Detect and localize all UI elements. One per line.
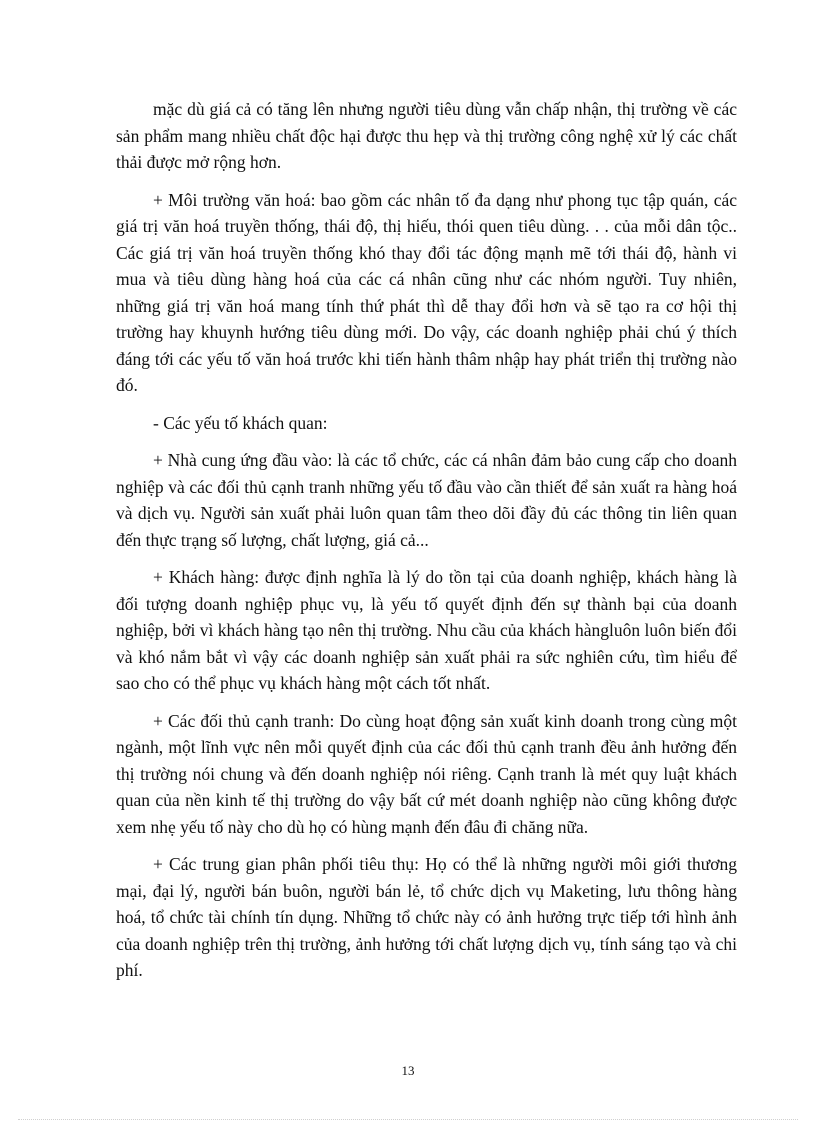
page-bottom-divider <box>18 1119 798 1120</box>
paragraph-cultural-environment: + Môi trường văn hoá: bao gồm các nhân tố đa dạng như phong tục tập quán, các giá trị văn hoá truyền thống, thái độ, thị hiếu, thói quen tiêu dùng. . . của mỗi dân tộc.. Các giá trị văn hoá truyền thống khó thay đổi tác động mạnh mẽ tới thái độ, hành vi mua và tiêu dùng hàng hoá của các cá nhân cũng như các nhóm người. Tuy nhiên, những giá trị văn hoá mang tính thứ phát thì dễ thay đổi hơn và sẽ tạo ra cơ hội thị trường hay khuynh hướng tiêu dùng mới. Do vậy, các doanh nghiệp phải chú ý thích đáng tới các yếu tố văn hoá trước khi tiến hành thâm nhập hay phát triển thị trường nào đó. <box>116 189 737 395</box>
paragraph-distribution-intermediaries: + Các trung gian phân phối tiêu thụ: Họ có thể là những người môi giới thương mại, đại lý, người bán buôn, người bán lẻ, tổ chức dịch vụ Maketing, lưu thông hàng hoá, tổ chức tài chính tín dụng. Những tổ chức này có ảnh hưởng trực tiếp tới hình ảnh của doanh nghiệp trên thị trường, ảnh hưởng tới chất lượng dịch vụ, tính sáng tạo và chi phí. <box>116 854 737 980</box>
paragraph-competitors: + Các đối thủ cạnh tranh: Do cùng hoạt động sản xuất kinh doanh trong cùng một ngành, một lĩnh vực nên mỗi quyết định của các đối thủ cạnh tranh đều ảnh hưởng đến thị trường nói chung và đến doanh nghiệp nói riêng. Cạnh tranh là mét quy luật khách quan của nền kinh tế thị trường do vậy bất cứ mét doanh nghiệp nào cũng không được xem nhẹ yếu tố này cho dù họ có hùng mạnh đến đâu đi chăng nữa. <box>116 710 737 837</box>
paragraph-customers: + Khách hàng: được định nghĩa là lý do tồn tại của doanh nghiệp, khách hàng là đối tượng doanh nghiệp phục vụ, là yếu tố quyết định đến sự thành bại của doanh nghiệp, bởi vì khách hàng tạo nên thị trường. Nhu cầu của khách hàngluôn luôn biến đổi và khó nắm bắt vì vậy các doanh nghiệp sản xuất phải ra sức nghiên cứu, tìm hiểu để sao cho có thể phục vụ khách hàng một cách tốt nhất. <box>116 567 737 693</box>
page-number: 13 <box>401 1063 415 1078</box>
paragraph-continuation: mặc dù giá cả có tăng lên nhưng người tiêu dùng vẫn chấp nhận, thị trường về các sản phẩm mang nhiều chất độc hại được thu hẹp và thị trường công nghệ xử lý các chất thải được mở rộng hơn. <box>116 99 737 172</box>
paragraph-objective-factors-heading: - Các yếu tố khách quan: <box>153 412 328 433</box>
page-body <box>116 96 737 995</box>
paragraph-input-suppliers: + Nhà cung ứng đầu vào: là các tổ chức, các cá nhân đảm bảo cung cấp cho doanh nghiệp và các đối thủ cạnh tranh những yếu tố đầu vào cần thiết để sản xuất ra hàng hoá và dịch vụ. Người sản xuất phải luôn quan tâm theo dõi đầy đủ các thông tin liên quan đến thực trạng số lượng, chất lượng, giá cả... <box>116 450 737 550</box>
